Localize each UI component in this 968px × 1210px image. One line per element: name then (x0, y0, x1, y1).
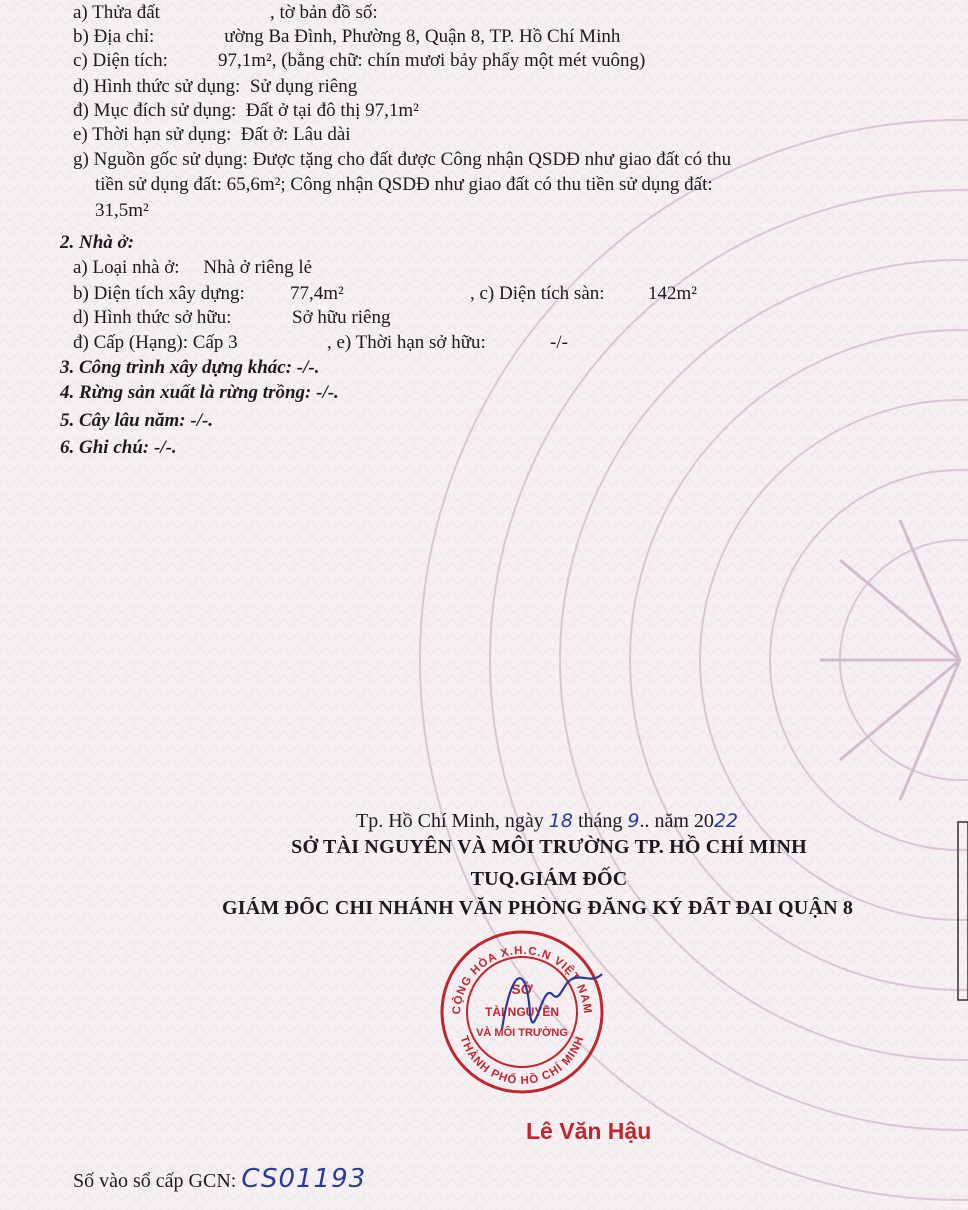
org-name: SỞ TÀI NGUYÊN VÀ MÔI TRƯỜNG TP. HỒ CHÍ MINH (291, 836, 807, 858)
house-c-label: , c) Diện tích sàn: (470, 283, 605, 304)
land-e-value: Đất ở: Lâu dài (240, 124, 351, 145)
house-line-dd: đ) Cấp (Hạng): Cấp 3 (73, 332, 238, 353)
seal-center-2: TÀI NGUYÊN (484, 1005, 560, 1019)
house-a-value: Nhà ở riêng lẻ (203, 257, 313, 278)
gcn-number: CS01193 (241, 1164, 367, 1194)
seal-center-3: VÀ MÔI TRƯỜNG (476, 1027, 568, 1039)
house-line-a (73, 257, 312, 279)
land-line-dd (73, 100, 419, 122)
house-d-value: Sở hữu riêng (292, 307, 391, 328)
house-b-label: b) Diện tích xây dựng: (73, 283, 245, 304)
house-d-label: d) Hình thức sở hữu: (73, 307, 232, 328)
land-dd-value: Đất ở tại đô thị 97,1m² (245, 100, 419, 121)
gcn-line (73, 1164, 366, 1194)
house-line-d (73, 307, 231, 329)
land-line-b (73, 26, 620, 48)
land-d-value: Sử dụng riêng (249, 76, 358, 97)
date-year-label: năm 20 (654, 810, 714, 832)
date-year: 22 (713, 810, 739, 832)
date-prefix: Tp. Hồ Chí Minh, ngày (356, 810, 544, 832)
house-e-label: , e) Thời hạn sở hữu: (327, 332, 486, 353)
land-line-e (73, 124, 351, 146)
house-heading: 2. Nhà ở: (60, 232, 135, 253)
house-c-value: 142m² (648, 283, 697, 304)
land-line-c (73, 50, 645, 72)
land-line-g3: 31,5m² (95, 200, 149, 221)
date-day: 18 (548, 810, 573, 832)
land-e-label: e) Thời hạn sử dụng: (73, 124, 232, 145)
house-e-value: -/- (550, 332, 568, 353)
land-b-label: b) Địa chỉ: (73, 26, 155, 47)
land-line-d (73, 76, 357, 98)
section-5: 5. Cây lâu năm: -/-. (60, 410, 214, 431)
land-line-g2: tiền sử dụng đất: 65,6m²; Công nhận QSDĐ như giao đất có thu tiền sử dụng đất: (95, 174, 713, 195)
signer-name: Lê Văn Hậu (526, 1118, 652, 1144)
land-dd-label: đ) Mục đích sử dụng: (73, 100, 237, 121)
role-title: TUQ.GIÁM ĐỐC (470, 868, 628, 890)
section-4: 4. Rừng sản xuất là rừng trồng: -/-. (60, 382, 339, 403)
seal-center-1: SỞ (511, 981, 533, 997)
land-line-a (73, 2, 378, 24)
seal-ring-bottom: THÀNH PHỐ HỒ CHÍ MINH (457, 1034, 587, 1088)
house-a-label: a) Loại nhà ở: (73, 257, 180, 278)
land-line-g1: g) Nguồn gốc sử dụng: Được tặng cho đất được Công nhận QSDĐ như giao đất có thu (73, 149, 732, 170)
branch-title: GIÁM ĐỐC CHI NHÁNH VĂN PHÒNG ĐĂNG KÝ ĐẤT ĐAI QUẬN 8 (222, 897, 854, 919)
section-3: 3. Công trình xây dựng khác: -/-. (60, 357, 320, 378)
land-c-label: c) Diện tích: (73, 50, 168, 71)
land-c-value: 97,1m², (bằng chữ: chín mươi bảy phẩy một mét vuông) (217, 50, 646, 71)
gcn-label: Số vào sổ cấp GCN: (73, 1170, 237, 1192)
land-a-label: a) Thửa đất (73, 2, 160, 23)
land-a-suffix: , tờ bản đồ số: (269, 2, 378, 23)
land-b-value: ường Ba Đình, Phường 8, Quận 8, TP. Hồ Chí Minh (224, 26, 621, 47)
date-month: 9 (627, 810, 640, 832)
land-d-label: d) Hình thức sử dụng: (73, 76, 241, 97)
house-b-value: 77,4m² (290, 283, 344, 304)
seal-ring-top: CỘNG HÒA X.H.C.N VIỆT NAM (450, 944, 594, 1015)
issue-date: Tp. Hồ Chí Minh, ngày 18 tháng 9.. năm 2022 (356, 810, 739, 832)
section-6: 6. Ghi chú: -/-. (60, 437, 177, 458)
official-seal (432, 924, 612, 1094)
house-line-b (73, 283, 245, 305)
date-month-label: tháng (577, 810, 623, 832)
